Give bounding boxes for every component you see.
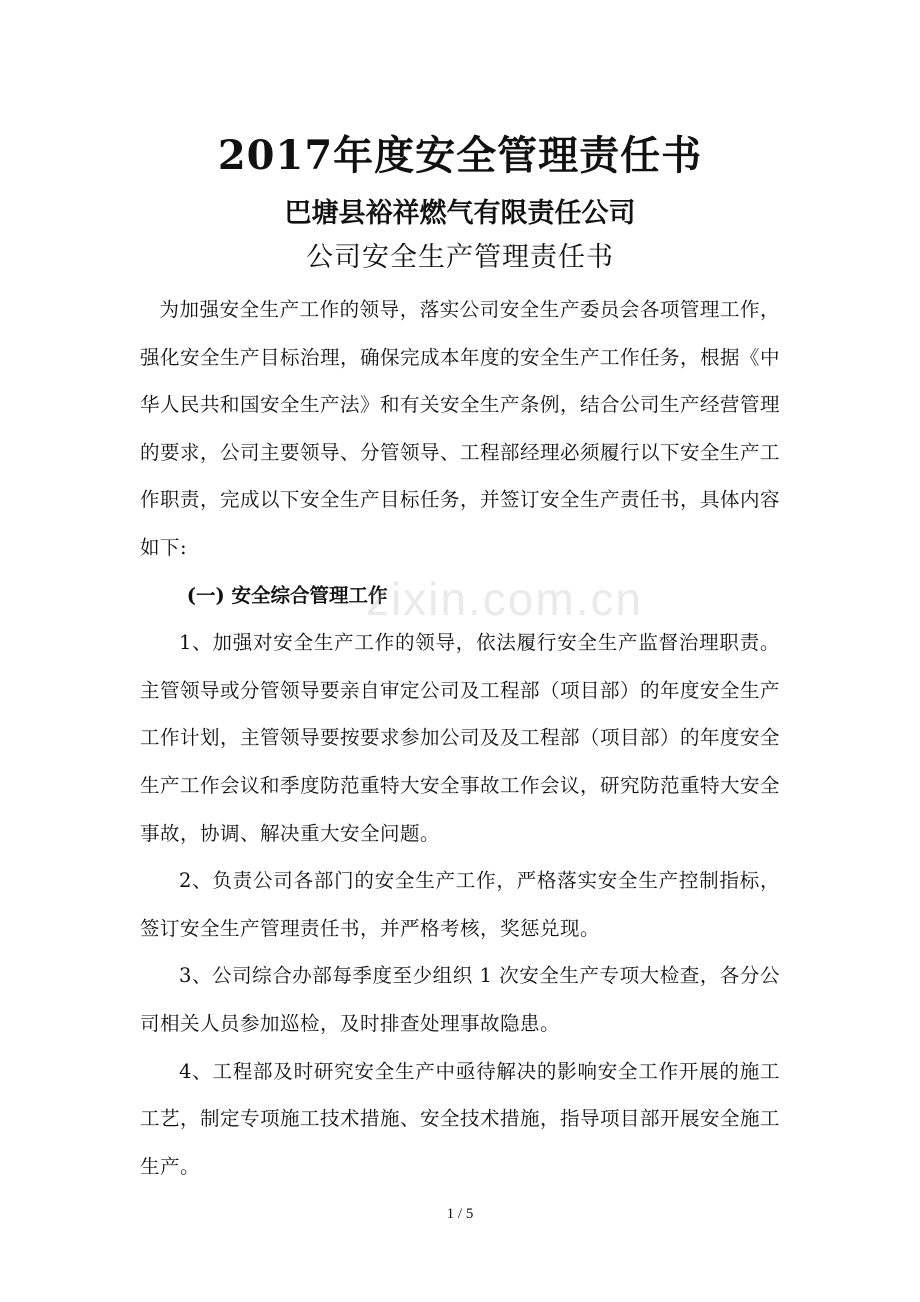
document-title: 2017年度安全管理责任书 xyxy=(217,132,703,179)
company-name: 巴塘县裕祥燃气有限责任公司 xyxy=(284,198,636,229)
intro-paragraph: 为加强安全生产工作的领导，落实公司安全生产委员会各项管理工作，强化安全生产目标治理，确保完成本年度的安全生产工作任务，根据《中华人民共和国安全生产法》和有关安全生产条例，结合公司生产经营管理的要求，公司主要领导、分管领导、工程部经理必须履行以下安全生产工作职责，完成以下安全生产目标任务，并签订安全生产责任书，具体内容如下: xyxy=(140,298,781,559)
section-item: 4、工程部及时研究安全生产中亟待解决的影响安全工作开展的施工工艺，制定专项施工技术措施、安全技术措施，指导项目部开展安全施工生产。 xyxy=(140,1059,781,1178)
document-heading: 公司安全生产管理责任书 xyxy=(306,242,614,273)
document-body xyxy=(140,286,780,1190)
page-number: 1 / 5 xyxy=(446,1206,474,1222)
watermark: zixin.com.cn xyxy=(366,573,644,625)
section-item: 1、加强对安全生产工作的领导，依法履行安全生产监督治理职责。主管领导或分管领导要亲自审定公司及工程部（项目部）的年度安全生产工作计划，主管领导要按要求参加公司及及工程部（项目部）的年度安全生产工作会议和季度防范重特大安全事故工作会议，研究防范重特大安全事故，协调、解决重大安全问题。 xyxy=(140,631,781,845)
section-heading: (一) 安全综合管理工作 xyxy=(186,583,388,607)
section-item: 2、负责公司各部门的安全生产工作，严格落实安全生产控制指标，签订安全生产管理责任书，并严格考核，奖惩兑现。 xyxy=(140,869,780,940)
section-item: 3、公司综合办部每季度至少组织 1 次安全生产专项大检查，各分公司相关人员参加巡检，及时排查处理事故隐患。 xyxy=(140,964,780,1035)
